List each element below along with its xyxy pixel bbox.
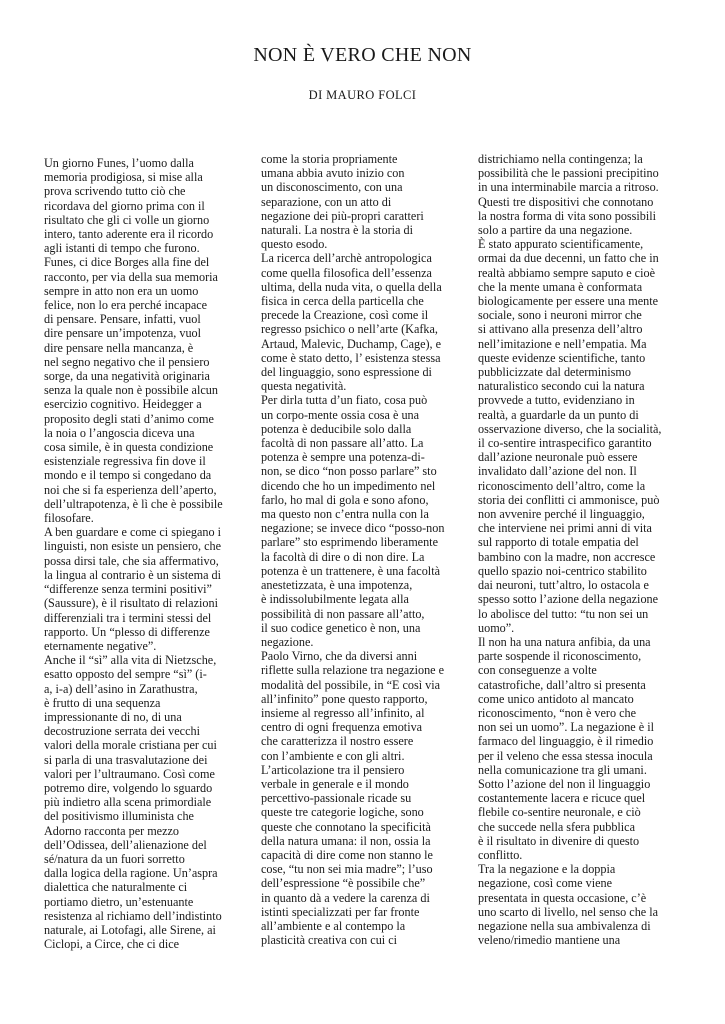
text-line: intero, tanto aderente era il ricordo [44, 227, 214, 242]
text-line: che caratterizza il nostro essere [261, 734, 414, 749]
text-line: possibilità di non passare all’atto, [261, 606, 425, 621]
text-line: linguisti, non esiste un pensiero, che [44, 539, 222, 554]
text-line: è il risultato in divenire di questo [478, 833, 640, 848]
text-line: invalidato dall’azione del non. Il [478, 464, 637, 479]
text-line: sempre in atto non era un uomo [44, 283, 199, 298]
text-line: districhiamo nella contingenza; la [478, 152, 643, 166]
text-line: dire pensare un’impotenza, vuol [44, 326, 202, 341]
text-line: filosofare. [44, 511, 94, 526]
text-line: rapporto. Un “plesso di differenze [44, 624, 210, 639]
text-line: ma questo non c’entra nulla con la [261, 507, 429, 522]
text-line: Anche il “sì” alla vita di Nietzsche, [44, 653, 217, 668]
text-line: queste tre categorie logiche, sono [261, 805, 424, 820]
text-line: pubblicizzate dal determinismo [478, 365, 631, 380]
text-line: lo abolisce del tutto: “tu non sei un [478, 606, 649, 621]
text-line: naturalistico secondo cui la natura [478, 379, 645, 394]
text-line: queste evidenze scientifiche, tanto [478, 350, 646, 365]
text-line: dai neuroni, tutt’altro, lo ostacola e [478, 578, 649, 593]
text-line: catastrofiche, dall’altro si presenta [478, 677, 646, 692]
text-line: negazione. [261, 634, 314, 649]
text-line: all’infinito” pone questo rapporto, [261, 691, 428, 706]
text-line: dell’espressione “è possibile che” [261, 876, 426, 891]
text-line: osservazione diverso, che la socialità, [478, 421, 662, 436]
text-line: percettivo-passionale ricade su [261, 791, 412, 806]
text-line: un disconoscimento, con una [261, 180, 403, 195]
text-line: risultato che gli ci volle un giorno [44, 212, 210, 227]
text-line: nell’imitazione e nell’empatia. Ma [478, 336, 647, 351]
text-line: riflette sulla relazione tra negazione e [261, 663, 445, 678]
text-line: nella comunicazione tra gli umani. [478, 762, 647, 777]
text-line: potenza è un trattenere, è una facoltà [261, 563, 440, 578]
text-line: agli istanti di tempo che furono. [44, 241, 200, 256]
text-line: Ciclopi, a Circe, che ci dice [44, 937, 180, 952]
text-line: realtà, a guardarle da un punto di [478, 407, 639, 422]
text-line: sorge, da una negatività originaria [44, 369, 210, 384]
text-line: proposito degli stati d’animo come [44, 411, 214, 426]
text-line: queste che connotano la specificità [261, 819, 431, 834]
text-line: spesso sotto l’azione della negazione [478, 592, 659, 607]
text-line: noi che si fa esperienza dell’aperto, [44, 482, 217, 497]
text-line: istinti specializzati per far fronte [261, 904, 420, 919]
text-line: cose, “tu non sei mia madre”; l’uso [261, 862, 433, 877]
text-line: memoria prodigiosa, si mise alla [44, 170, 203, 185]
text-line: con l’ambiente e con gli altri. [261, 748, 405, 763]
text-line: solo a partire da una negazione. [478, 223, 633, 238]
text-line: questo esodo. [261, 237, 328, 252]
text-line: del linguaggio, sono espressione di [261, 365, 432, 380]
text-line: mondo e il tempo si congedano da [44, 468, 212, 483]
text-line: della natura umana: il non, ossia la [261, 833, 431, 848]
text-line: negazione nella sua ambivalenza di [478, 918, 651, 933]
text-line: Adorno racconta per mezzo [44, 823, 180, 838]
text-line: differenziali tra i termini stessi del [44, 610, 212, 625]
text-line: la nostra forma di vita sono possibili [478, 208, 657, 223]
text-line: è frutto di una sequenza [44, 695, 161, 710]
text-line: separazione, con un atto di [261, 194, 392, 209]
text-line: che la mente umana è conformata [478, 279, 643, 294]
text-line: prova scrivendo tutto ciò che [44, 184, 186, 199]
text-column-1 [44, 156, 249, 951]
text-line: umana abbia avuto inizio con [261, 166, 405, 181]
text-line: dire pensare nella mancanza, è [44, 340, 194, 355]
text-line: Tra la negazione e la doppia [478, 862, 616, 877]
text-line: Funes, ci dice Borges alla fine del [44, 255, 210, 270]
text-line: Per dirla tutta d’un fiato, cosa può [261, 393, 428, 408]
text-line: potremo dire, volgendo lo sguardo [44, 780, 213, 795]
text-line: per il veleno che essa stessa inocula [478, 748, 653, 763]
article-author: DI MAURO FOLCI [308, 88, 417, 102]
text-line: decostruzione serrata dei vecchi [44, 724, 200, 739]
article-title: NON È VERO CHE NON [253, 44, 472, 66]
text-line: storia dei conflitti ci ammonisce, può [478, 492, 660, 507]
text-line: bambino con la madre, non accresce [478, 549, 656, 564]
text-line: in una interminabile marcia a ritroso. [478, 180, 659, 195]
text-line: negazione dei più-propri caratteri [261, 208, 424, 223]
text-line: non avvenire perché il linguaggio, [478, 507, 645, 522]
text-line: anestetizzata, è una impotenza, [261, 578, 413, 593]
text-line: provvede a tutto, evidenziano in [478, 393, 635, 408]
text-line: come quella filosofica dell’essenza [261, 265, 432, 280]
text-line: riconoscimento dell’altro, come la [478, 478, 646, 493]
text-line: a, i-a) dell’asino in Zarathustra, [44, 681, 198, 696]
text-line: capacità di dire come non stanno le [261, 847, 433, 862]
text-line: ricordava del giorno prima con il [44, 198, 205, 213]
text-line: La ricerca dell’archè antropologica [261, 251, 432, 266]
text-line: Artaud, Malevic, Duchamp, Cage), e [261, 336, 442, 351]
text-line: in quanto dà a vedere la carenza di [261, 890, 430, 905]
text-line: plasticità creativa con cui ci [261, 933, 398, 948]
text-line: senza la quale non è possibile alcun [44, 383, 218, 398]
text-line: potenza è sempre una potenza-di- [261, 450, 425, 465]
text-line: nel segno negativo che il pensiero [44, 354, 210, 369]
text-line: veleno/rimedio mantiene una [478, 933, 621, 948]
text-line: che interviene nei primi anni di vita [478, 521, 652, 536]
text-line: esercizio cognitivo. Heidegger a [44, 397, 202, 412]
text-line: un corpo-mente ossia cosa è una [261, 407, 420, 422]
text-line: “differenze senza termini positivi” [44, 582, 212, 597]
text-line: impressionante di no, di una [44, 709, 182, 724]
text-line: dicendo che ho un impedimento nel [261, 478, 436, 493]
text-line: più indietro alla scena primordiale [44, 795, 212, 810]
text-column-2 [261, 152, 466, 947]
text-line: la facoltà di dire o di non dire. La [261, 549, 425, 564]
text-line: dialettica che naturalmente ci [44, 880, 188, 895]
text-line: non sei un uomo”. La negazione è il [478, 720, 654, 735]
text-line: il suo codice genetico è non, una [261, 620, 421, 635]
text-line: Questi tre dispositivi che connotano [478, 194, 654, 209]
text-line: questa negatività. [261, 379, 347, 394]
text-line: naturale, ai Lotofagi, alle Sirene, ai [44, 922, 216, 937]
text-line: verbale in generale e il mondo [261, 776, 409, 791]
text-line: che succede nella sfera pubblica [478, 819, 635, 834]
text-line: come è stato detto, l’ esistenza stessa [261, 350, 441, 365]
text-line: cosa simile, è in questa condizione [44, 440, 214, 455]
text-line: ultima, della nuda vita, o quella della [261, 279, 442, 294]
text-line: felice, non lo era perché incapace [44, 298, 208, 313]
text-line: È stato appurato scientificamente, [478, 237, 644, 252]
text-line: naturali. La nostra è la storia di [261, 223, 413, 238]
text-line: si parla di una trasvalutazione dei [44, 752, 208, 767]
text-line: fisica in cerca della particella che [261, 294, 424, 309]
text-line: (Saussure), è il risultato di relazioni [44, 596, 218, 611]
text-line: Un giorno Funes, l’uomo dalla [44, 156, 194, 170]
text-line: conflitto. [478, 847, 523, 862]
text-line: parlare” sto esprimendo liberamente [261, 535, 438, 550]
text-line: farmaco del linguaggio, è il rimedio [478, 734, 654, 749]
text-line: valori della morale cristiana per cui [44, 738, 217, 753]
text-line: Sotto l’azione del non il linguaggio [478, 776, 651, 791]
text-line: biologicamente per essere una mente [478, 294, 659, 309]
text-line: negazione; se invece dico “posso-non [261, 521, 445, 536]
text-line: sé/natura da un fuori sorretto [44, 851, 185, 866]
text-line: centro di ogni frequenza emotiva [261, 720, 423, 735]
text-line: L’articolazione tra il pensiero [261, 762, 405, 777]
text-line: dall’azione neuronale può essere [478, 450, 638, 465]
text-line: dell’ultrapotenza, è lì che è possibile [44, 496, 223, 511]
text-line: regresso psichico o nell’arte (Kafka, [261, 322, 438, 337]
text-line: esatto opposto del sempre “sì” (i- [44, 667, 207, 682]
text-line: del positivismo illuminista che [44, 809, 194, 824]
text-line: dell’Odissea, dell’alienazione del [44, 837, 207, 852]
text-line: la lingua al contrario è un sistema di [44, 567, 222, 582]
text-line: uno scarto di livello, nel senso che la [478, 904, 659, 919]
text-line: A ben guardare e come ci spiegano i [44, 525, 221, 540]
text-line: possibilità che le passioni precipitino [478, 166, 659, 181]
text-line: il co-sentire intraspecifico garantito [478, 436, 652, 451]
text-line: eternamente negative”. [44, 638, 157, 653]
text-line: resistenza al richiamo dell’indistinto [44, 908, 222, 923]
text-line: con conseguenze a volte [478, 663, 597, 678]
text-column-3 [478, 152, 683, 947]
text-line: all’ambiente e al contempo la [261, 918, 406, 933]
text-line: è indissolubilmente legata alla [261, 592, 409, 607]
text-line: si attivano alla presenza dell’altro [478, 322, 643, 337]
text-line: quello spazio noi-centrico stabilito [478, 563, 647, 578]
text-line: esistenziale regressiva fin dove il [44, 454, 206, 469]
text-line: precede la Creazione, così come il [261, 308, 429, 323]
text-line: portiamo dietro, un’estenuante [44, 894, 194, 909]
text-line: Il non ha una natura anfibia, da una [478, 634, 651, 649]
text-line: potenza è deducibile solo dalla [261, 421, 412, 436]
text-line: facoltà di non passare all’atto. La [261, 436, 424, 451]
text-line: realtà abbiamo sempre saputo e cioè [478, 265, 655, 280]
text-line: flebile co-sentire neuronale, e ciò [478, 805, 641, 820]
text-line: come unico antidoto al mancato [478, 691, 634, 706]
text-line: parte sospende il riconoscimento, [478, 649, 642, 664]
text-line: modalità del possibile, in “E così via [261, 677, 441, 692]
text-line: la noia o l’angoscia diceva una [44, 425, 195, 440]
text-line: di pensare. Pensare, infatti, vuol [44, 312, 201, 327]
text-line: presentata in questa occasione, c’è [478, 890, 647, 905]
text-line: costantemente lacera e ricuce quel [478, 791, 646, 806]
text-line: Paolo Virno, che da diversi anni [261, 649, 418, 664]
text-line: insieme al regresso all’infinito, al [261, 705, 425, 720]
text-line: ormai da due decenni, un fatto che in [478, 251, 659, 266]
text-line: sul rapporto di totale empatia del [478, 535, 639, 550]
text-line: come la storia propriamente [261, 152, 398, 166]
text-line: dalla logica della ragione. Un’aspra [44, 866, 218, 881]
text-line: racconto, per via della sua memoria [44, 269, 218, 284]
text-line: valori per l’ultraumano. Così come [44, 766, 215, 781]
text-line: uomo”. [478, 620, 515, 635]
text-line: negazione, così come viene [478, 876, 613, 891]
text-line: farlo, ho mal di gola e sono afono, [261, 492, 429, 507]
text-line: riconoscimento, “non è vero che [478, 705, 637, 720]
text-line: possa dirsi tale, che sia affermativo, [44, 553, 219, 568]
text-line: sociale, sono i neuroni mirror che [478, 308, 642, 323]
text-line: non, se dico “non posso parlare” sto [261, 464, 437, 479]
